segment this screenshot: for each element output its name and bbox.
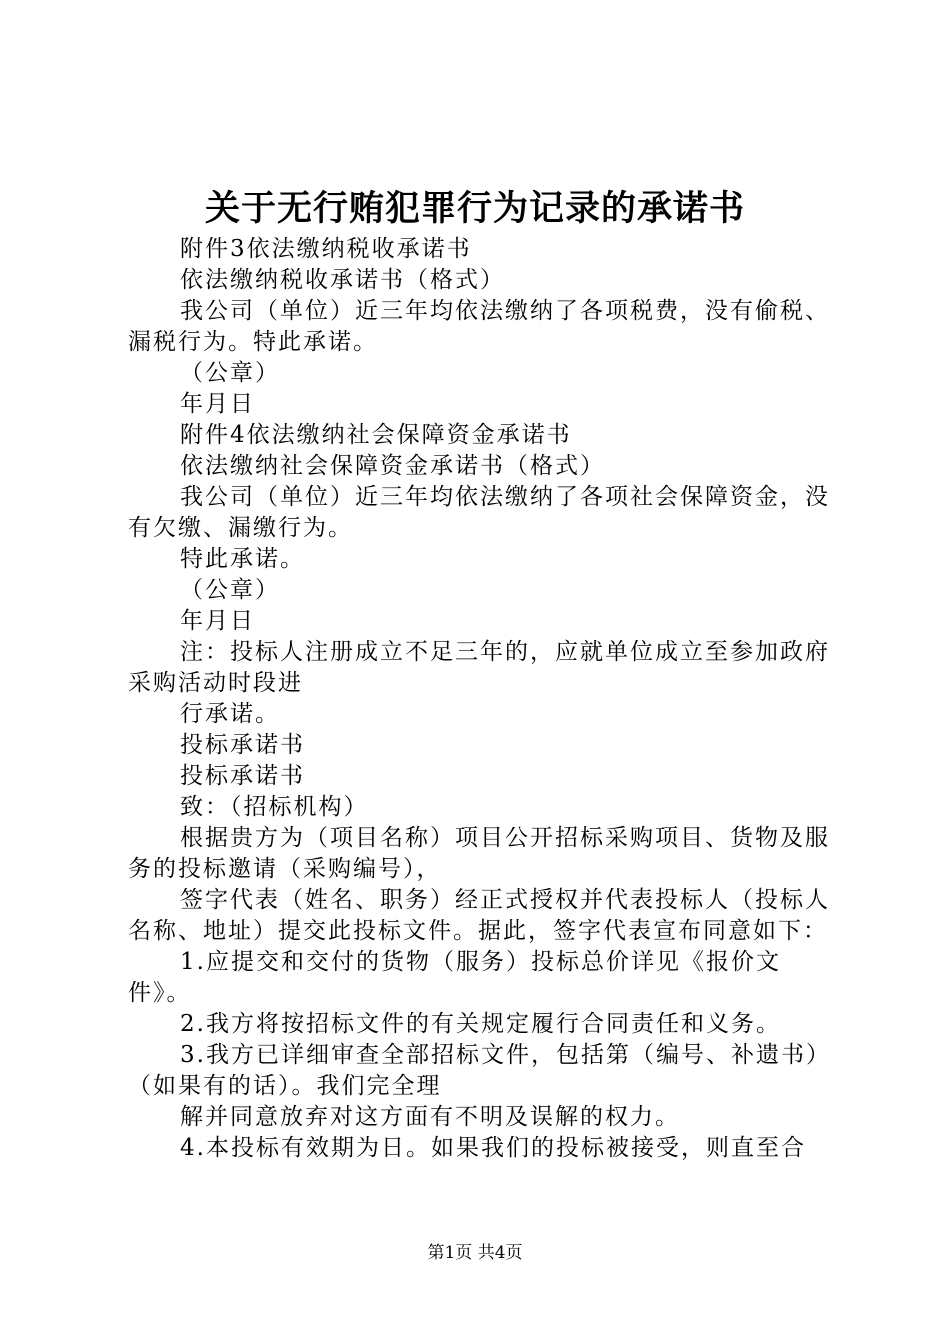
paragraph-15: 投标承诺书 [180, 763, 305, 789]
paragraph-23: 4.本投标有效期为日。如果我们的投标被接受，则直至合 [180, 1135, 806, 1161]
paragraph-9: 特此承诺。 [180, 546, 305, 572]
paragraph-11: 年月日 [180, 608, 255, 634]
paragraph-21: 3.我方已详细审查全部招标文件，包括第（编号、补遗书）（如果有的话）。我们完全理 [128, 1042, 831, 1099]
paragraph-5: 年月日 [180, 391, 255, 417]
paragraph-8: 我公司（单位）近三年均依法缴纳了各项社会保障资金，没有欠缴、漏缴行为。 [128, 484, 830, 541]
paragraph-18: 签字代表（姓名、职务）经正式授权并代表投标人（投标人名称、地址）提交此投标文件。据此，签字代表宣布同意如下： [128, 887, 830, 944]
paragraph-19: 1.应提交和交付的货物（服务）投标总价详见《报价文件》。 [128, 949, 781, 1006]
paragraph-1: 附件3依法缴纳税收承诺书 [180, 236, 472, 262]
paragraph-17: 根据贵方为（项目名称）项目公开招标采购项目、货物及服务的投标邀请（采购编号）， [128, 825, 830, 882]
paragraph-3: 我公司（单位）近三年均依法缴纳了各项税费，没有偷税、漏税行为。特此承诺。 [128, 298, 830, 355]
paragraph-2: 依法缴纳税收承诺书（格式） [180, 267, 505, 293]
paragraph-6: 附件4依法缴纳社会保障资金承诺书 [180, 422, 572, 448]
paragraph-13: 行承诺。 [180, 701, 280, 727]
paragraph-22: 解并同意放弃对这方面有不明及误解的权力。 [180, 1104, 680, 1130]
document-body [128, 234, 832, 1164]
paragraph-7: 依法缴纳社会保障资金承诺书（格式） [180, 453, 605, 479]
paragraph-14: 投标承诺书 [180, 732, 305, 758]
paragraph-4: （公章） [180, 360, 280, 386]
page-footer: 第1页 共4页 [427, 1243, 523, 1263]
paragraph-16: 致：（招标机构） [180, 794, 369, 820]
paragraph-10: （公章） [180, 577, 280, 603]
paragraph-20: 2.我方将按招标文件的有关规定履行合同责任和义务。 [180, 1011, 781, 1037]
document-title: 关于无行贿犯罪行为记录的承诺书 [204, 188, 745, 229]
paragraph-12: 注：投标人注册成立不足三年的，应就单位成立至参加政府采购活动时段进 [128, 639, 830, 696]
